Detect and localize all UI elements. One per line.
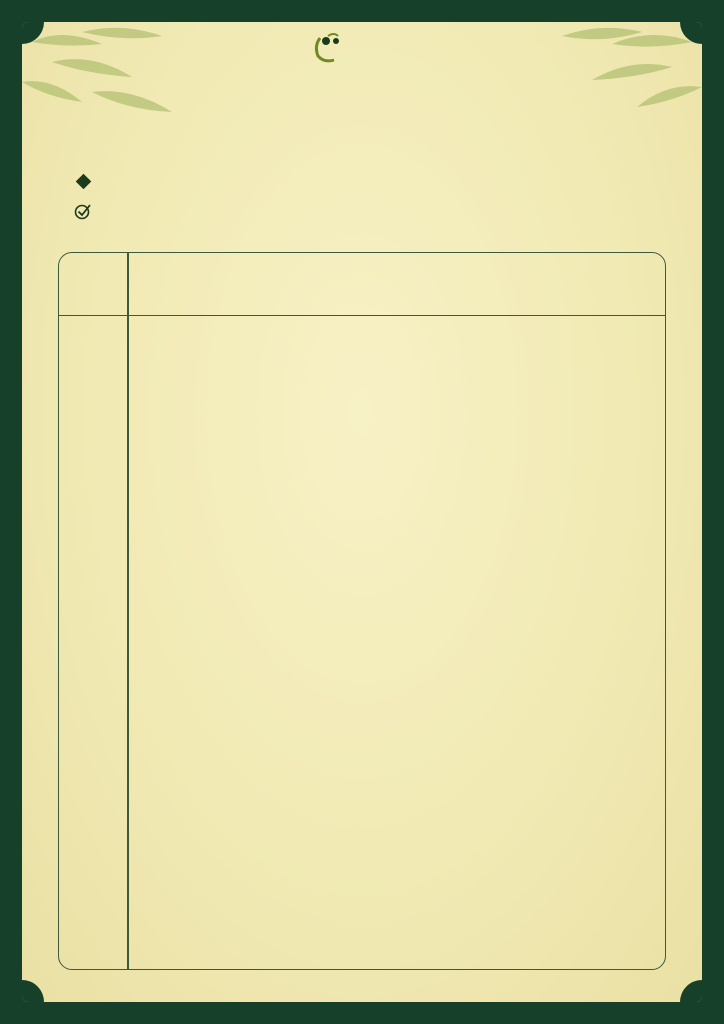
- corner-notch: [22, 22, 44, 44]
- bamboo-decoration-right: [502, 22, 702, 132]
- column-divider: [127, 253, 129, 969]
- bamboo-decoration-left: [22, 22, 202, 132]
- header-stt: [59, 253, 127, 315]
- intro-item: [74, 172, 106, 190]
- corner-notch: [680, 22, 702, 44]
- table-header: [59, 253, 665, 316]
- intro-item: [74, 202, 106, 220]
- panda-logo: [312, 28, 422, 88]
- procedure-table: [58, 252, 666, 970]
- check-circle-icon: [74, 202, 92, 220]
- corner-notch: [22, 980, 44, 1002]
- diamond-icon: [74, 172, 92, 190]
- header-detail: [129, 253, 665, 315]
- document-page: [22, 22, 702, 1002]
- panda-icon: [312, 32, 346, 64]
- corner-notch: [680, 980, 702, 1002]
